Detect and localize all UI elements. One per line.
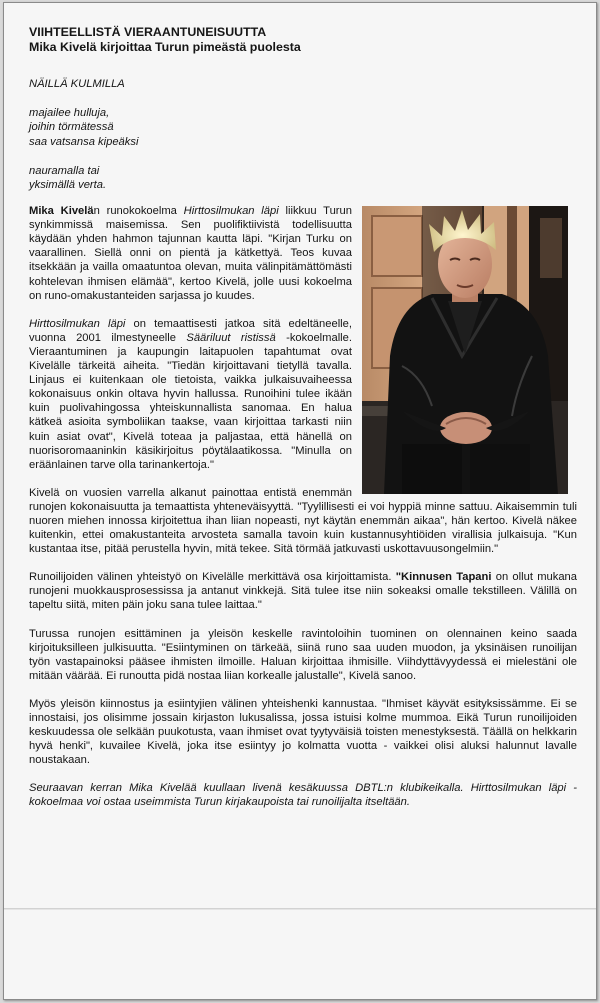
poem-title: NÄILLÄ KULMILLA	[29, 78, 125, 90]
article-title: VIIHTEELLISTÄ VIERAANTUNEISUUTTA	[29, 25, 267, 39]
poem-line: yksimällä verta.	[29, 178, 107, 191]
paragraph-4: Runoilijoiden välinen yhteistyö on Kivelälle merkittävä osa kirjoittamista. "Kinnusen Tapani on ollut mukana runojeni muokkausprosessissa ja antanut vinkkejä. Sitä tulee itse niin sokeaksi omalle tekstilleen. Välillä on tapeltu siitä, miten päin joku sana tulee laittaa."	[29, 571, 577, 612]
article	[29, 25, 577, 810]
book-title: Sääriluut ristissä	[186, 331, 276, 344]
poem-stanza-2	[29, 164, 577, 192]
footer-note: Seuraavan kerran Mika Kivelää kuullaan livenä kesäkuussa DBTL:n klubikeikalla. Hirttosilmukan läpi -kokoelmaa voi ostaa useimmista Turun kirjakaupoista tai runoilijalta itseltään.	[29, 782, 577, 809]
author-portrait-image	[362, 206, 568, 494]
book-title: Hirttosilmukan läpi	[29, 317, 126, 330]
paragraph-3: Kivelä on vuosien varrella alkanut painottaa entistä enemmän runojen kokonaisuutta ja temaattista yhteneväisyyttä. "Tyylillisesti ei voi hyppiä minne sattuu. Aikaisemmin tuli nuoren miehen innossa kirjoitettua ihan liian nopeasti, nyt käytän enemmän aikaa", hän kertoo. Kivelä näkee kuitenkin, ettei omakustanteita arvosteta samalla tavoin kuin kustannusyhtiöiden virallisia julkaisuja. "Kun kustantaa itse, pitää perustella hyvin, mitä tekee. Sitä törmää jatkuvasti uskottavuusongelmiin."	[29, 486, 577, 556]
poem-line: joihin törmätessä	[29, 121, 114, 134]
poem-line: saa vatsansa kipeäksi	[29, 135, 139, 148]
paragraph-1: Mika Kivelän runokokoelma Hirttosilmukan läpi liikkuu Turun synkimmissä maisemissa. Sen puolifiktiivistä todellisuutta käydään yhden hahmon tajunnan kautta läpi. "Kirjan Turku on vaarallinen. Siellä onni on pientä ja kätkettyä. Teos kuvaa itsekkään ja vailla omaatuntoa olevan, muita välinpitämättömästi kohtelevan ihmisen elämää", kertoo Kivelä, jolle uusi kokoelma on runo-omakustanteiden sarjassa jo kuudes.	[29, 205, 352, 302]
book-title: Hirttosilmukan läpi	[183, 205, 279, 218]
author-name: Mika Kivelä	[29, 205, 94, 218]
poem-line: nauramalla tai	[29, 164, 100, 177]
poem-line: majailee hulluja,	[29, 107, 110, 120]
author-photo	[362, 206, 568, 494]
scan-fold-line	[4, 908, 596, 910]
poem-stanza-1	[29, 106, 577, 149]
bold-name: "Kinnusen Tapani	[395, 571, 492, 584]
paragraph-5: Turussa runojen esittäminen ja yleisön keskelle ravintoloihin tuominen on olennainen keino saada kirjoituksilleen julkisuutta. "Esiintyminen on tärkeää, siinä runo saa uuden muodon, ja yksinäisen runoilijan työn vastapainoksi pääsee ihmisten ilmoille. Haluan kirjoittaa ihmisille. Viihdyttävyydessä ei mielestäni ole mitään väärää. Ei runoutta pidä nostaa liian korkealle jalustalle", Kivelä sanoo.	[29, 627, 577, 682]
scanned-page	[3, 2, 597, 1000]
paragraph-2: Hirttosilmukan läpi on temaattisesti jatkoa sitä edeltäneelle, vuonna 2001 ilmestyneelle Sääriluut ristissä -kokoelmalle. Vieraantuminen ja kaupungin laitapuolen tapahtumat ovat Kivelälle tärkeitä aiheita. "Tiedän kirjoittavani tietyllä tavalla. Linjaus ei kuitenkaan ole tietoista, vaikka julkaisuvaiheessa kokonaisuus onkin oltava hyvin hallussa. Runoihini tulee ikään kuin puolivahingossa yhteiskunnallista sanomaa. En halua kätkeä asioita symboliikan taakse, vaan kirjoittaa tarkasti niin kuin asiat ovat", Kivelä toteaa ja paljastaa, että hänellä on nuorisoromaaninkin käsikirjoitus pöytälaatikossa. "Minulla on eräänlainen tarve olla tarinankertoja."	[29, 317, 352, 471]
article-subtitle: Mika Kivelä kirjoittaa Turun pimeästä puolesta	[29, 40, 301, 54]
paragraph-6: Myös yleisön kiinnostus ja esiintyjien välinen yhteishenki kannustaa. "Ihmiset käyvät esityksissämme. Ei se innostaisi, jos olisimme jossain kirjaston lukusalissa, jossa istuisi kolme mummoa. Eikä Turun runoilijoiden keskuudessa ole selkään puukotusta, vaan ihmiset ovat tyytyväisiä toisten menestyksestä. Täällä on helkkarin hyvä henki", kuvailee Kivelä, joka itse esiintyy jo kolmatta vuotta - vaikkei olisi aluksi halunnut lavalle noustakaan.	[29, 697, 577, 767]
